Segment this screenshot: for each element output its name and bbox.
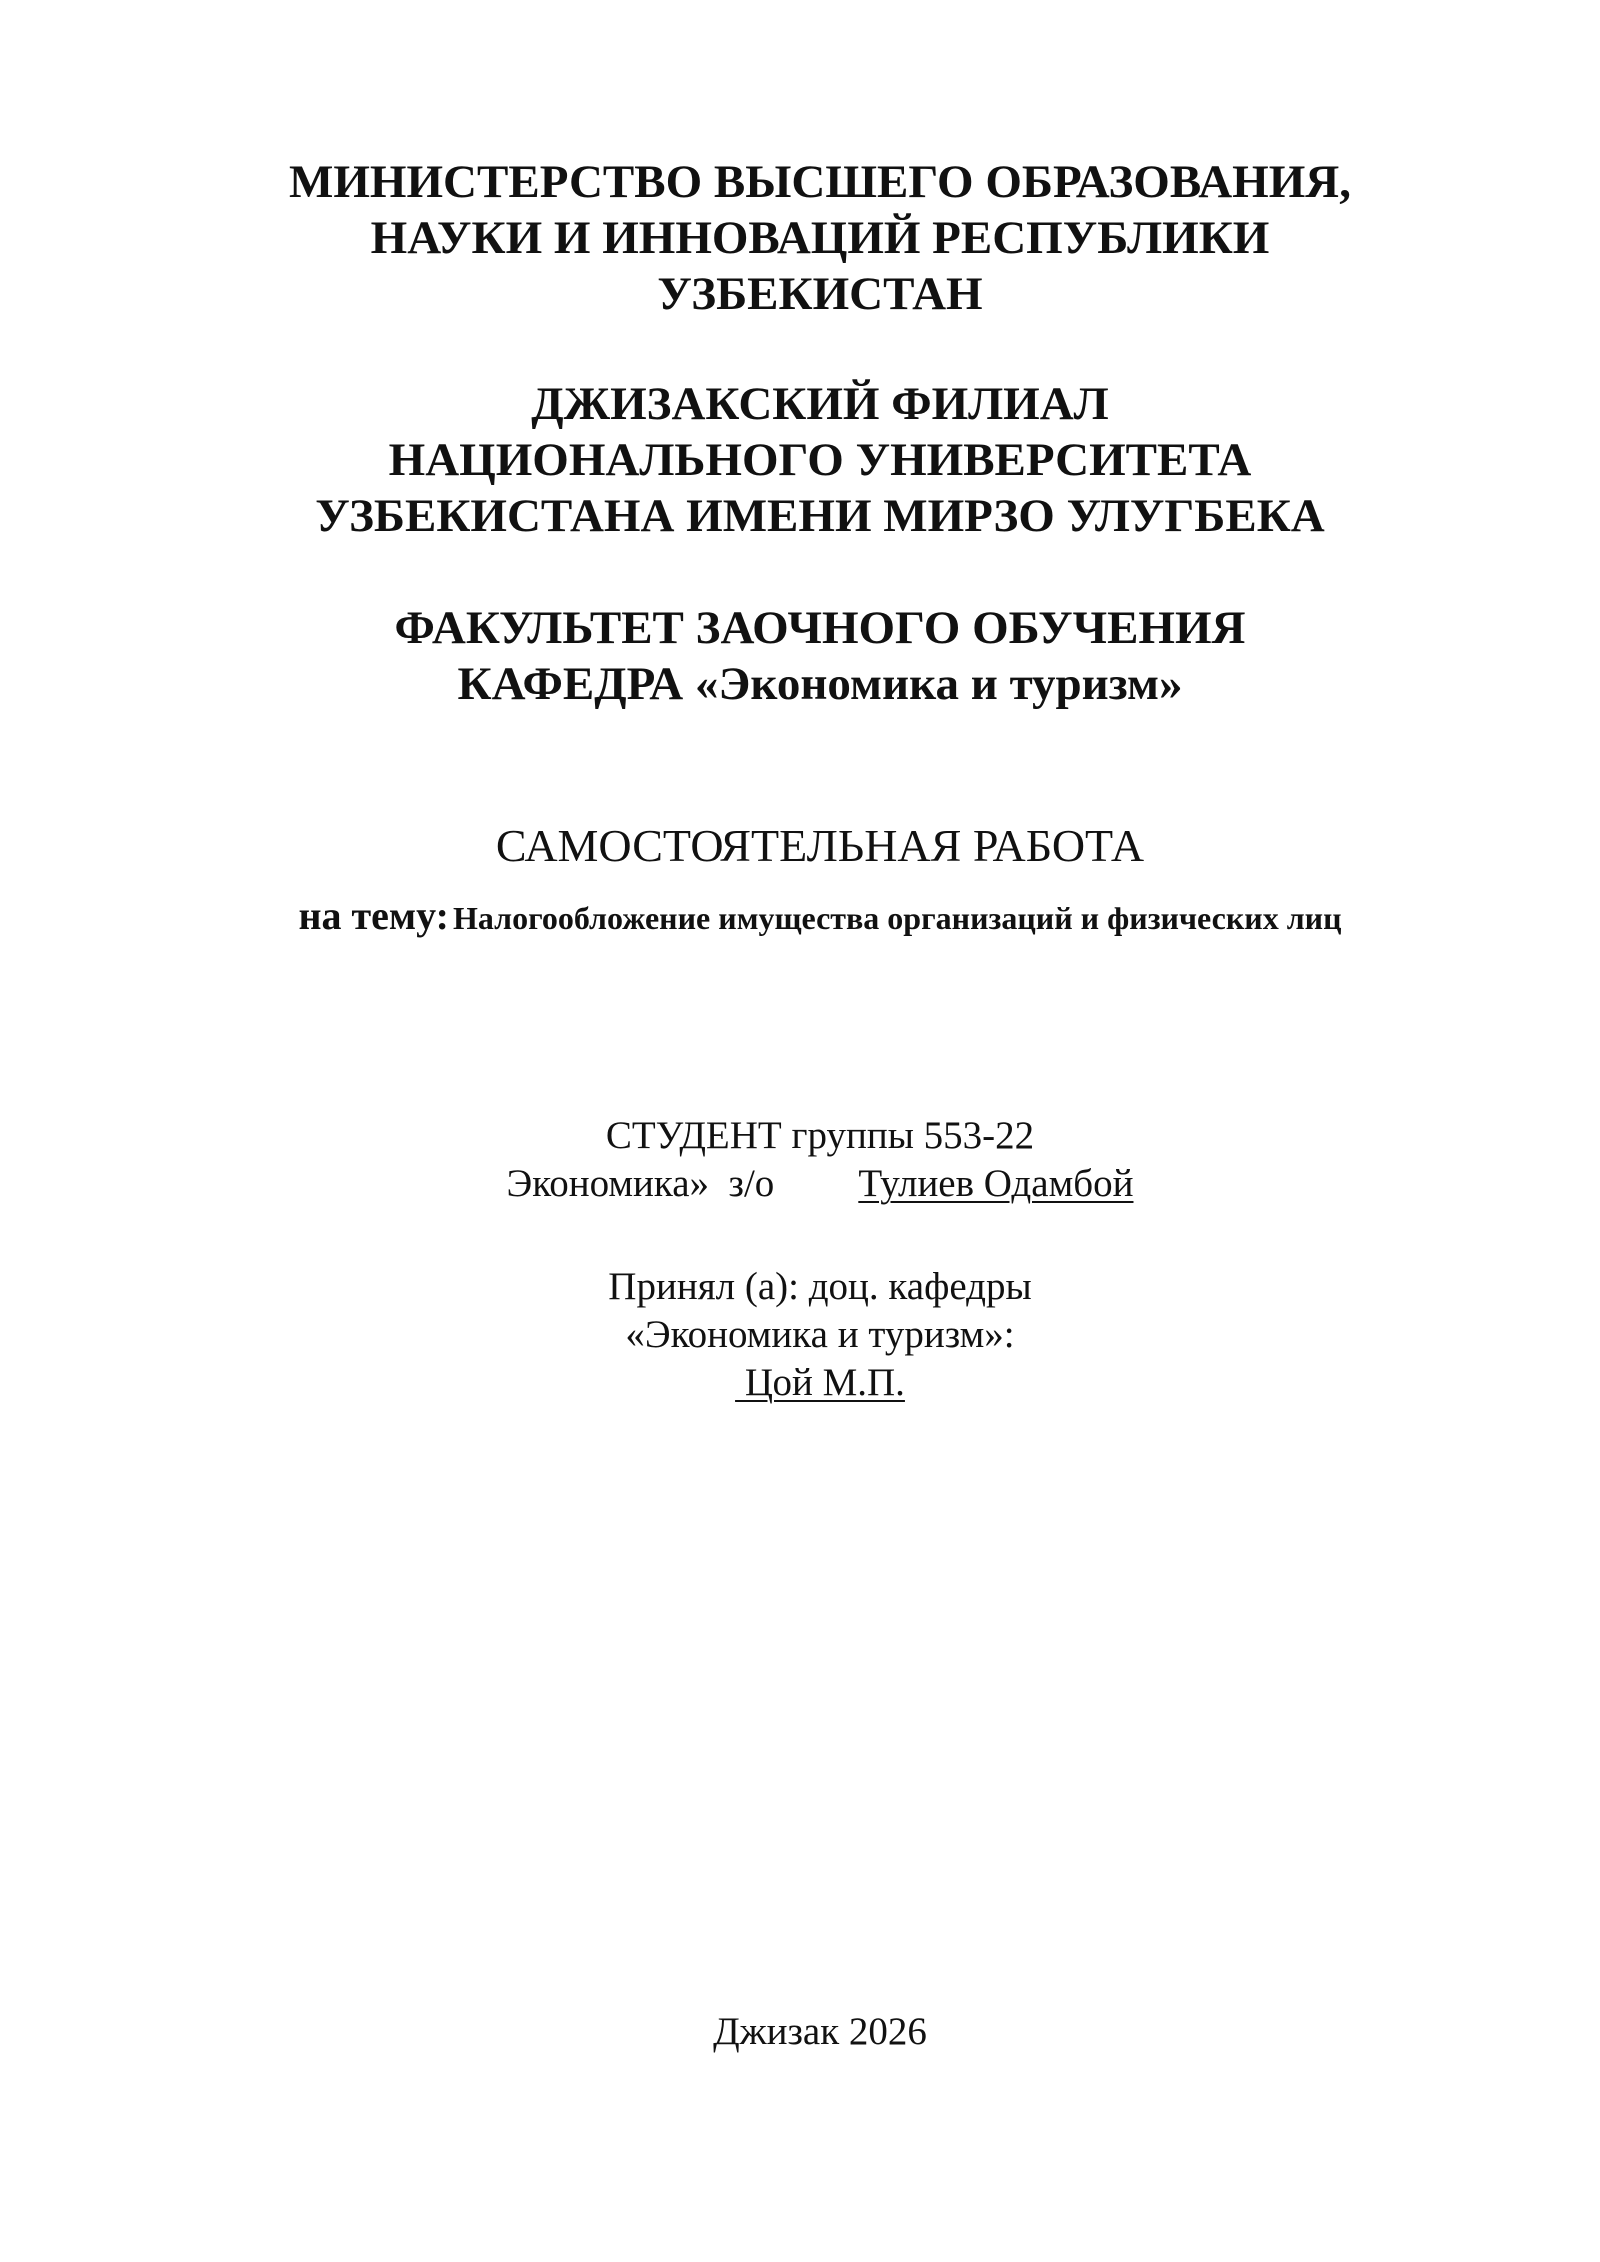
student-group: СТУДЕНТ группы 553-22	[605, 1114, 1035, 1157]
work-title: САМОСТОЯТЕЛЬНАЯ РАБОТА	[495, 820, 1145, 871]
student-program-line	[20, 1160, 1600, 1208]
teacher-position: Принял (а): доц. кафедры	[608, 1265, 1032, 1308]
city-year: Джизак 2026	[713, 2010, 927, 2053]
branch-heading	[20, 376, 1600, 544]
teacher-name-line	[20, 1359, 1600, 1407]
topic-line	[20, 892, 1600, 939]
teacher-name: Цой М.П.	[735, 1361, 905, 1404]
topic-label: на тему:	[298, 893, 449, 938]
teacher-department: «Экономика и туризм»:	[625, 1313, 1015, 1356]
faculty-line: ФАКУЛЬТЕТ ЗАОЧНОГО ОБУЧЕНИЯ	[394, 602, 1246, 654]
student-block	[20, 1112, 1600, 1208]
branch-line: ДЖИЗАКСКИЙ ФИЛИАЛ	[531, 378, 1109, 430]
department-line: КАФЕДРА «Экономика и туризм»	[457, 658, 1183, 710]
teacher-block	[20, 1263, 1600, 1407]
ministry-line: НАУКИ И ИННОВАЦИЙ РЕСПУБЛИКИ	[370, 212, 1270, 264]
ministry-line: УЗБЕКИСТАН	[657, 268, 983, 320]
branch-line: НАЦИОНАЛЬНОГО УНИВЕРСИТЕТА	[388, 434, 1252, 486]
ministry-line: МИНИСТЕРСТВО ВЫСШЕГО ОБРАЗОВАНИЯ,	[289, 156, 1351, 208]
ministry-heading	[20, 154, 1600, 322]
faculty-heading	[20, 600, 1600, 712]
student-name: Тулиев Одамбой	[858, 1162, 1134, 1205]
branch-line: УЗБЕКИСТАНА ИМЕНИ МИРЗО УЛУГБЕКА	[315, 490, 1325, 542]
student-program: Экономика» з/о	[506, 1162, 775, 1205]
topic-text: Налогообложение имущества организаций и физических лиц	[452, 900, 1342, 936]
